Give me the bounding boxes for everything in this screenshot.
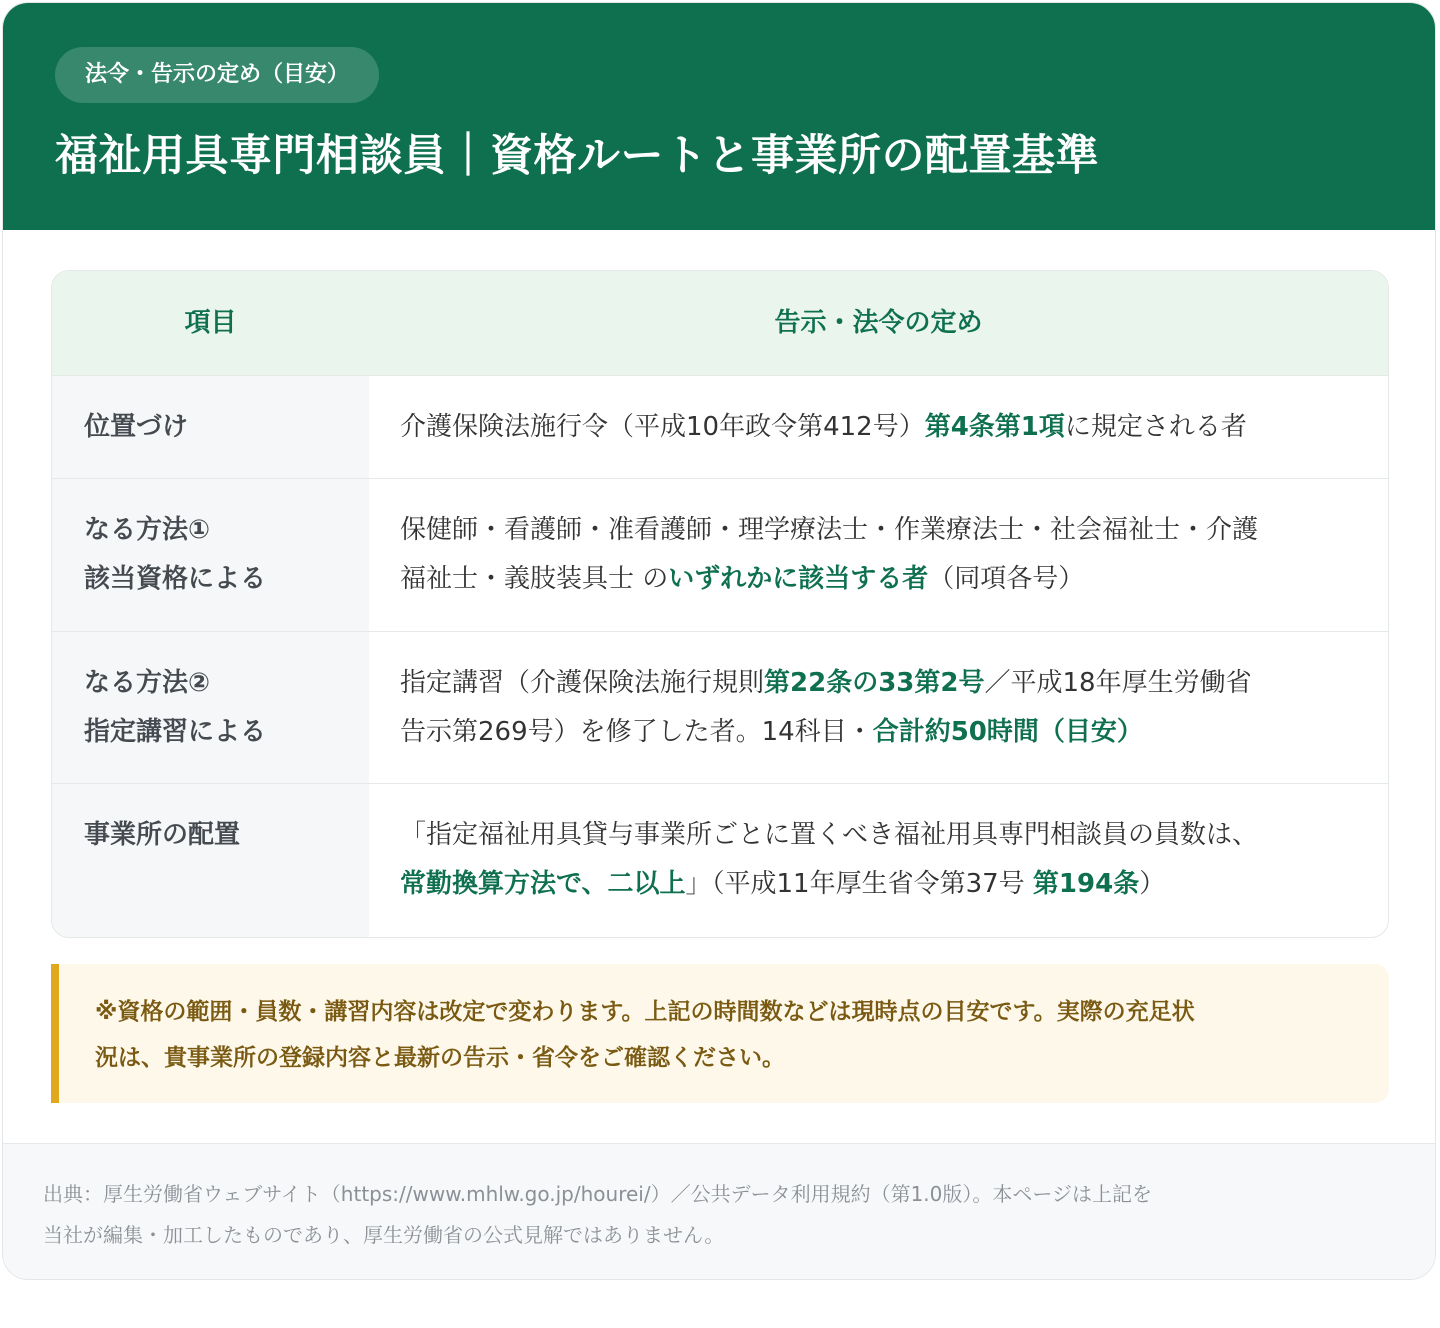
- info-card: [2, 2, 1436, 1280]
- column-header-rule: 告示・法令の定め: [774, 308, 983, 338]
- table-row: [52, 479, 1388, 632]
- row-value: [369, 376, 1388, 478]
- highlight-segment: 第22条の33第2号: [764, 668, 985, 698]
- row-label: [52, 376, 369, 478]
- footer-line: 当社が編集・加工したものであり、厚生労働省の公式見解ではありません。: [43, 1223, 725, 1247]
- page-title: 福祉用具専門相談員｜資格ルートと事業所の配置基準: [55, 131, 1099, 181]
- category-badge: 法令・告示の定め（目安）: [55, 47, 379, 103]
- table-header: [52, 271, 1388, 376]
- row-label-line: 事業所の配置: [84, 820, 241, 850]
- row-value-line: [400, 555, 1366, 604]
- highlight-segment: 合計約50時間（目安）: [872, 717, 1143, 747]
- text-segment: 福祉士・義肢装具士 の: [400, 564, 669, 594]
- source-footer: [3, 1143, 1435, 1280]
- highlight-segment: いずれかに該当する者: [668, 564, 929, 594]
- note-line: 況は、貴事業所の登録内容と最新の告示・省令をご確認ください。: [95, 1045, 785, 1071]
- highlight-segment: 常勤換算方法で、二以上: [400, 869, 686, 899]
- row-value: [369, 784, 1388, 938]
- caution-note: [51, 964, 1389, 1103]
- row-value-line: [400, 708, 1366, 757]
- highlight-segment: 第4条第1項: [924, 412, 1065, 442]
- regulation-table: [51, 270, 1389, 938]
- row-value-line: [400, 860, 1366, 909]
- card-header: [3, 3, 1435, 230]
- row-label: [52, 632, 369, 783]
- row-value: [369, 632, 1388, 783]
- text-segment: 告示第269号）を修了した者。14科目・: [400, 717, 873, 747]
- row-value-line: [400, 659, 1366, 708]
- column-header-item: 項目: [184, 308, 237, 338]
- row-label-line: なる方法①: [84, 515, 211, 545]
- row-label-line: なる方法②: [84, 668, 211, 698]
- text-segment: ）: [1139, 869, 1166, 899]
- text-segment: 「指定福祉用具貸与事業所ごとに置くべき福祉用具専門相談員の員数は、: [400, 820, 1259, 850]
- footer-line: 出典：厚生労働省ウェブサイト（https://www.mhlw.go.jp/hourei/）／公共データ利用規約（第1.0版）。本ページは上記を: [43, 1182, 1152, 1206]
- text-segment: ／平成18年厚生労働省: [984, 668, 1252, 698]
- note-line: ※資格の範囲・員数・講習内容は改定で変わります。上記の時間数などは現時点の目安です。実際の充足状: [95, 999, 1195, 1025]
- text-segment: 指定講習（介護保険法施行規則: [400, 668, 765, 698]
- table-row: [52, 632, 1388, 784]
- row-value-line: [400, 403, 1366, 452]
- table-row: [52, 784, 1388, 938]
- row-value-line: [400, 506, 1366, 555]
- row-label-line: 位置づけ: [84, 412, 189, 442]
- row-value: [369, 479, 1388, 631]
- text-segment: に規定される者: [1064, 412, 1247, 442]
- row-label-line: 該当資格による: [84, 564, 267, 594]
- text-segment: 」（平成11年厚生省令第37号: [685, 869, 1033, 899]
- text-segment: 介護保険法施行令（平成10年政令第412号）: [400, 412, 925, 442]
- highlight-segment: 第194条: [1032, 869, 1140, 899]
- table-row: [52, 376, 1388, 479]
- row-label: [52, 784, 369, 938]
- text-segment: （同項各号）: [928, 564, 1085, 594]
- row-label: [52, 479, 369, 631]
- row-value-line: [400, 811, 1366, 860]
- row-label-line: 指定講習による: [84, 717, 267, 747]
- text-segment: 保健師・看護師・准看護師・理学療法士・作業療法士・社会福祉士・介護: [400, 515, 1259, 545]
